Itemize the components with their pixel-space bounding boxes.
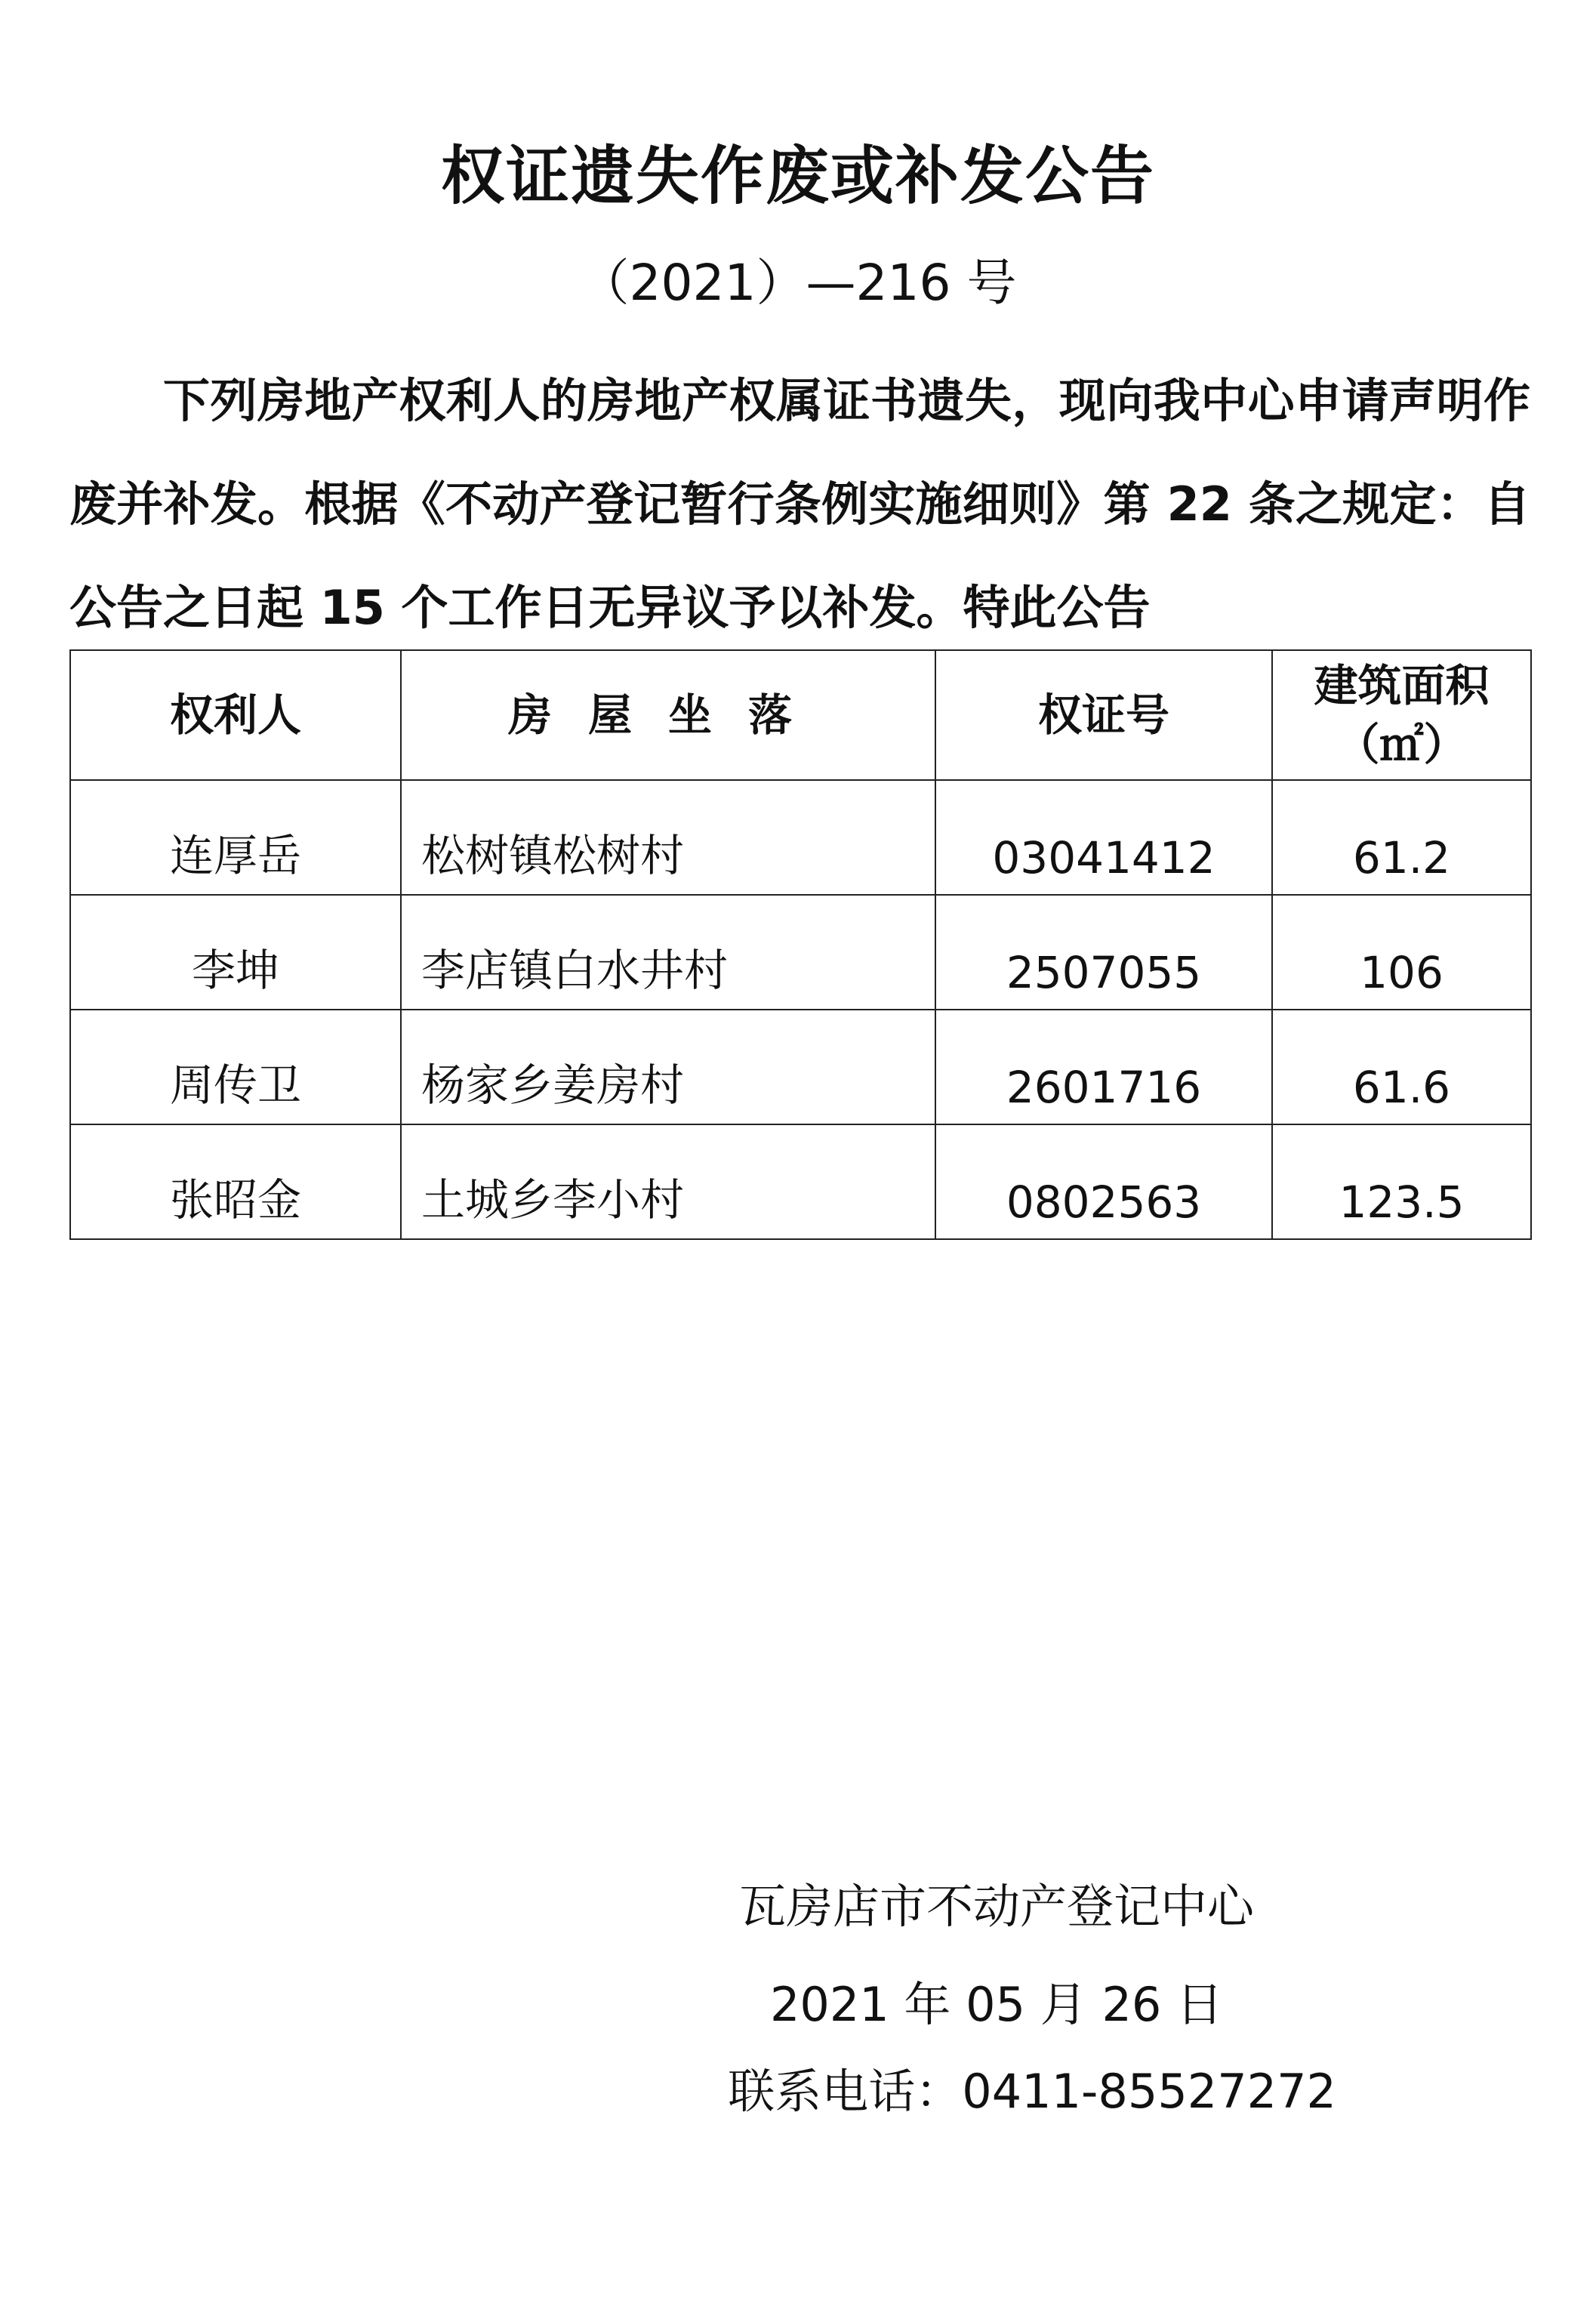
table-row bbox=[70, 1010, 1531, 1124]
cell-area: 61.6 bbox=[1272, 1010, 1531, 1124]
header-area-line1: 建筑面积 bbox=[1314, 660, 1490, 711]
notice-body: 下列房地产权利人的房地产权属证书遗失，现向我中心申请声明作废并补发。根据《不动产登记暂行条例实施细则》第 22 条之规定：自公告之日起 15 个工作日无异议予以补发。特此公告 bbox=[69, 373, 1530, 635]
header-area-line2: （㎡） bbox=[1336, 719, 1468, 770]
cell-area: 123.5 bbox=[1272, 1124, 1531, 1239]
header-address-label: 房屋坐落 bbox=[507, 689, 828, 741]
header-owner: 权利人 bbox=[70, 650, 401, 780]
issuer-name: 瓦房店市不动产登记中心 bbox=[738, 1879, 1254, 1934]
certificate-table bbox=[69, 649, 1532, 1240]
cell-cert-no: 0802563 bbox=[935, 1124, 1272, 1239]
header-address bbox=[401, 650, 935, 780]
cell-area: 106 bbox=[1272, 895, 1531, 1010]
cell-area: 61.2 bbox=[1272, 780, 1531, 895]
cell-cert-no: 2507055 bbox=[935, 895, 1272, 1010]
cell-address: 李店镇白水井村 bbox=[401, 895, 935, 1010]
contact-phone: 联系电话：0411-85527272 bbox=[728, 2064, 1336, 2119]
table-row bbox=[70, 780, 1531, 895]
cell-cert-no: 2601716 bbox=[935, 1010, 1272, 1124]
cell-cert-no: 03041412 bbox=[935, 780, 1272, 895]
header-area bbox=[1272, 650, 1531, 780]
cell-owner: 连厚岳 bbox=[70, 780, 401, 895]
page-title: 权证遗失作废或补发公告 bbox=[440, 139, 1155, 213]
cell-address: 松树镇松树村 bbox=[401, 780, 935, 895]
cell-address: 杨家乡姜房村 bbox=[401, 1010, 935, 1124]
cell-address: 土城乡李小村 bbox=[401, 1124, 935, 1239]
header-cert-no: 权证号 bbox=[935, 650, 1272, 780]
table-header-row bbox=[70, 650, 1531, 780]
cell-owner: 张昭金 bbox=[70, 1124, 401, 1239]
table-row bbox=[70, 1124, 1531, 1239]
document-number: （2021）—216 号 bbox=[579, 254, 1017, 312]
cell-owner: 李坤 bbox=[70, 895, 401, 1010]
cell-owner: 周传卫 bbox=[70, 1010, 401, 1124]
table-row bbox=[70, 895, 1531, 1010]
issue-date: 2021 年 05 月 26 日 bbox=[769, 1977, 1224, 2032]
